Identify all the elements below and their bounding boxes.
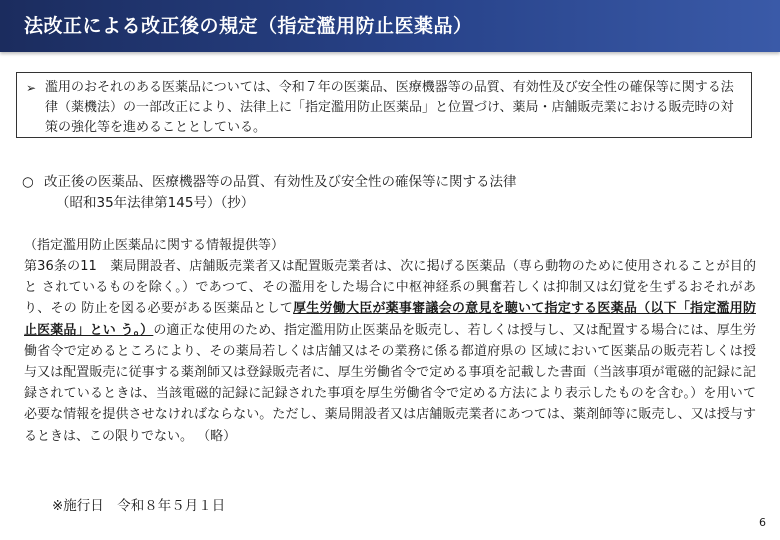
page-number: 6	[759, 516, 766, 529]
article-text-after: の適正な使用のため、指定濫用防止医薬品を販売し、若しくは授与し、又は配置する場合には、厚生労働省令で定めるところにより、その薬局若しくは店舗又はその業務に係る都道府県の 区域において医薬品の販売若しくは授与又は配置販売に従事する薬剤師又は登録販売者に、厚生労働省令で定める事項を記載した書面（当該事項が電磁的記録に記録されているときは、当該電磁的記録に記録された事項を厚生労働省令で定める方法により表示したものを含む。）を用いて必要な情報を提供させなければならない。ただし、薬局開設者又は店舗販売業者にあつては、薬剤師等に販売し、又は授与するときは、この限りでない。 （略）	[24, 322, 757, 444]
page-title: 法改正による改正後の規定（指定濫用防止医薬品）	[24, 15, 473, 37]
article-text-before: 薬局開設者、店舗販売業者又は配置販売業者は、次に掲げる医薬品（専ら動物のために使用されることが目的と されているものを除く。）であつて、その濫用をした場合に中枢神経系の興奮若しくは抑制又は幻覚を生ずるおそれがあり、その 防止を図る必要がある医薬品として	[24, 259, 756, 317]
article-emphasis: 厚生労働大臣が薬事審議会の意見を聴いて指定する医薬品（以下「指定濫用防止医薬品」とい う。）	[24, 301, 756, 338]
law-title-line2: （昭和35年法律第145号）（抄）	[56, 195, 255, 211]
article-caption: （指定濫用防止医薬品に関する情報提供等）	[24, 238, 285, 253]
summary-box	[16, 72, 752, 138]
arrow-bullet-icon: ➢	[26, 81, 37, 95]
circle-bullet: ○	[22, 174, 34, 190]
law-title-line1: 改正後の医薬品、医療機器等の品質、有効性及び安全性の確保等に関する法律	[44, 174, 517, 190]
law-title	[22, 172, 517, 214]
article-body	[24, 256, 756, 447]
effective-date: ※施行日 令和８年５月１日	[52, 498, 226, 514]
article-number: 第36条の11	[24, 259, 97, 274]
summary-text: 濫用のおそれのある医薬品については、令和７年の医薬品、医療機器等の品質、有効性及び安全性の確保等に関する法律（薬機法）の一部改正により、法律上に「指定濫用防止医薬品」と位置づけ、薬局・店舗販売業における販売時の対策の強化等を進めることとしている。	[45, 80, 734, 135]
title-bar	[0, 0, 780, 52]
